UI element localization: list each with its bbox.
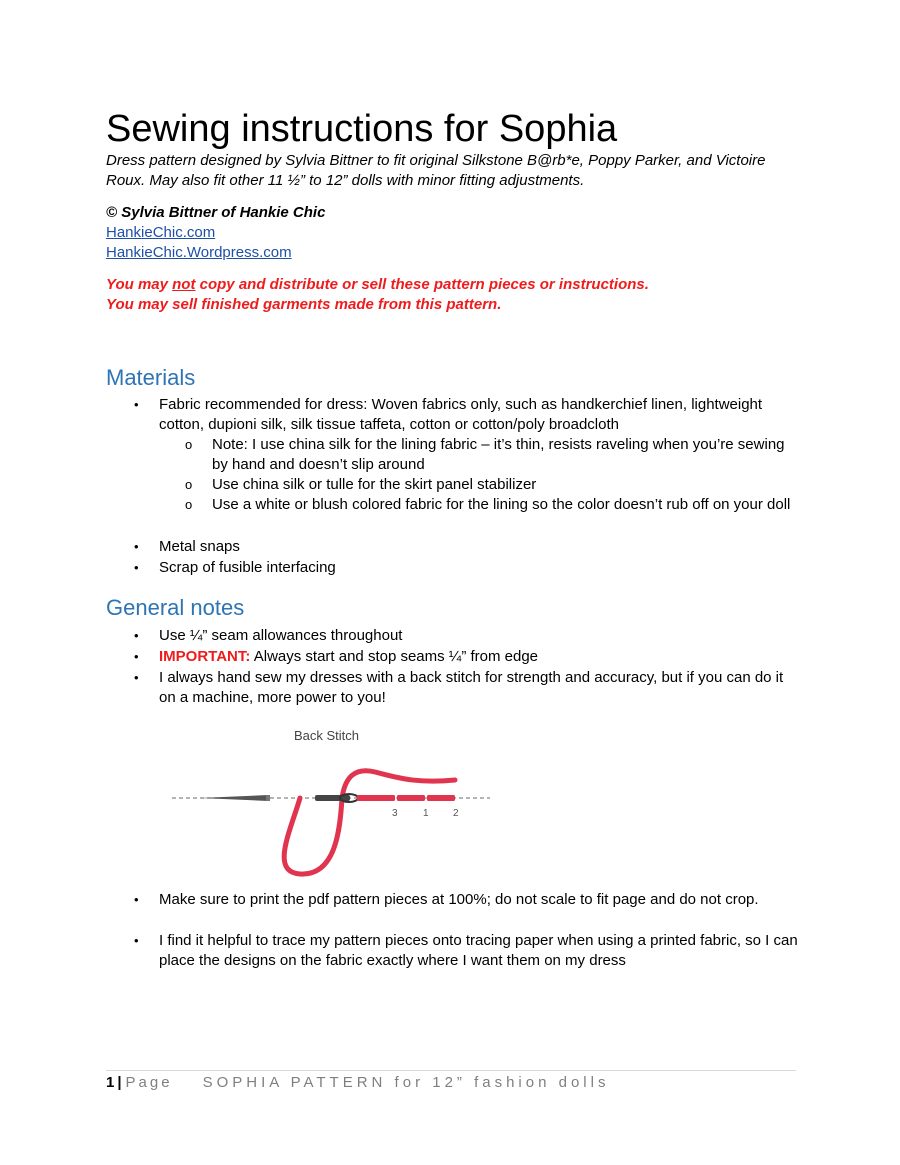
needle-tip (200, 795, 268, 801)
stitch-label-1: 1 (423, 808, 429, 819)
materials-item-snaps: • Metal snaps (159, 537, 799, 557)
warning-pre: You may (106, 276, 173, 293)
footer-separator: | (117, 1074, 122, 1091)
warning-post: copy and distribute or sell these pattern pieces or instructions. (195, 276, 649, 293)
thread-loop-upper (342, 771, 455, 798)
materials-subitem-lining-note: o Note: I use china silk for the lining fabric – it’s thin, resists raveling when you’re sewing by hand and doesn’t slip around (212, 435, 802, 475)
notes-item-tracing: • I find it helpful to trace my pattern pieces onto tracing paper when using a printed fabric, so I can place the designs on the fabric exactly where I want them on my dress (159, 931, 799, 971)
stitch-label-2: 2 (453, 808, 459, 819)
notes-item-print-scale: • Make sure to print the pdf pattern pieces at 100%; do not scale to fit page and do not crop. (159, 890, 799, 910)
needle-body (315, 795, 350, 801)
footer-pattern-title: SOPHIA PATTERN for 12” fashion dolls (202, 1074, 610, 1091)
thread-loop-lower (284, 798, 342, 874)
figure-title: Back Stitch (294, 728, 360, 743)
general-notes-heading: General notes (106, 595, 245, 620)
needle-shaft (266, 795, 270, 801)
page-label: Page (125, 1074, 173, 1091)
warning-not: not (172, 276, 196, 293)
materials-subitem-stabilizer: o Use china silk or tulle for the skirt panel stabilizer (212, 475, 802, 495)
page-subtitle: Dress pattern designed by Sylvia Bittner to fit original Silkstone B@rb*e, Poppy Parker, and Victoire Roux. May also fit other 11 ½” to 12” dolls with minor fitting adjustments. (106, 152, 766, 189)
materials-subitem-lining-color: o Use a white or blush colored fabric for the lining so the color doesn’t rub off on your doll (212, 495, 802, 515)
materials-heading: Materials (106, 365, 196, 390)
page-number: 1 (106, 1074, 115, 1091)
materials-item-interfacing: • Scrap of fusible interfacing (159, 558, 799, 578)
stitch-label-3: 3 (392, 808, 398, 819)
page-title: Sewing instructions for Sophia (106, 108, 618, 150)
page-footer (106, 1073, 609, 1093)
hankiechic-wordpress-link[interactable]: HankieChic.Wordpress.com (106, 244, 292, 261)
footer-divider (106, 1070, 796, 1071)
hankiechic-link[interactable]: HankieChic.com (106, 224, 216, 241)
back-stitch-figure (160, 722, 500, 882)
notes-item-hand-sew: • I always hand sew my dresses with a back stitch for strength and accuracy, but if you can do it on a machine, more power to you! (159, 668, 799, 708)
copy-warning (106, 275, 649, 295)
materials-item-fabric: • Fabric recommended for dress: Woven fabrics only, such as handkerchief linen, lightweight cotton, dupioni silk, silk tissue taffeta, cotton or cotton/poly broadcloth (159, 395, 799, 435)
notes-item-seam-allowance: • Use ¼” seam allowances throughout (159, 626, 799, 646)
important-text: Always start and stop seams ¼” from edge (250, 648, 539, 665)
sell-notice: You may sell finished garments made from this pattern. (106, 296, 502, 313)
stitch-1 (397, 795, 425, 801)
important-label: IMPORTANT: (159, 648, 251, 665)
stitch-2 (427, 795, 455, 801)
copyright-line: © Sylvia Bittner of Hankie Chic (106, 204, 326, 221)
notes-item-important (159, 647, 799, 667)
stitch-3 (357, 795, 395, 801)
